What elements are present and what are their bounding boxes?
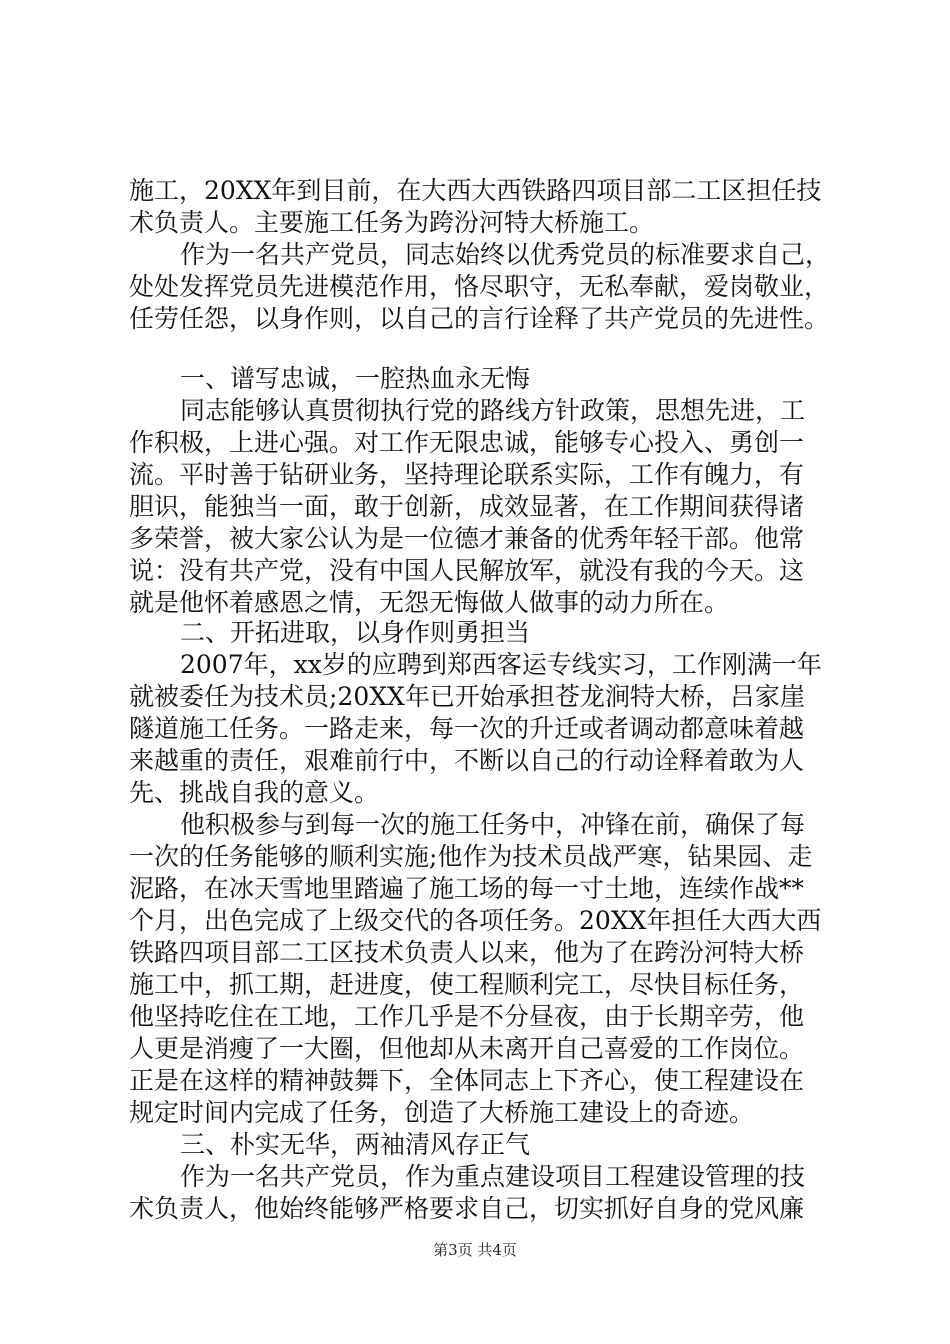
text-line: 来越重的责任，艰难前行中，不断以自己的行动诠释着敢为人 (129, 746, 805, 775)
text-line: 作为一名共产党员，作为重点建设项目工程建设管理的技 (180, 1162, 806, 1191)
text-line: 一次的任务能够的顺利实施;他作为技术员战严寒，钻果园、走 (129, 842, 813, 871)
text-line: 同志能够认真贯彻执行党的路线方针政策，思想先进，工 (180, 396, 806, 425)
section-heading: 三、朴实无华，两袖清风存正气 (180, 1130, 531, 1159)
text-line: 说：没有共产党，没有中国人民解放军，就没有我的今天。这 (129, 556, 805, 585)
text-line: 多荣誉，被大家公认为是一位德才兼备的优秀年轻干部。他常 (129, 524, 805, 553)
section-heading: 一、谱写忠诚，一腔热血永无悔 (180, 364, 531, 393)
text-line: 泥路，在冰天雪地里踏遍了施工场的每一寸土地，连续作战** (129, 874, 805, 903)
text-line: 规定时间内完成了任务，创造了大桥施工建设上的奇迹。 (129, 1098, 755, 1127)
text-line: 他坚持吃住在工地，工作几乎是不分昼夜，由于长期辛劳，他 (129, 1002, 805, 1031)
text-line: 作为一名共产党员，同志始终以优秀党员的标准要求自己， (180, 240, 831, 269)
page-number-footer: 第3页 共4页 (433, 1241, 517, 1259)
text-line: 个月，出色完成了上级交代的各项任务。20XX年担任大西大西 (129, 906, 822, 935)
text-line: 正是在这样的精神鼓舞下，全体同志上下齐心，使工程建设在 (129, 1066, 805, 1095)
text-line: 就被委任为技术员;20XX年已开始承担苍龙涧特大桥，吕家崖 (129, 682, 805, 711)
text-line: 就是他怀着感恩之情，无怨无悔做人做事的动力所在。 (129, 588, 730, 617)
text-line: 术负责人，他始终能够严格要求自己，切实抓好自身的党风廉 (129, 1194, 805, 1223)
text-line: 铁路四项目部二工区技术负责人以来，他为了在跨汾河特大桥 (129, 938, 805, 967)
text-line: 任劳任怨，以身作则，以自己的言行诠释了共产党员的先进性。 (129, 304, 830, 333)
text-line: 胆识，能独当一面，敢于创新，成效显著，在工作期间获得诸 (129, 492, 805, 521)
text-line: 流。平时善于钻研业务，坚持理论联系实际，工作有魄力，有 (129, 460, 805, 489)
text-line: 先、挑战自我的意义。 (129, 778, 380, 807)
text-line: 术负责人。主要施工任务为跨汾河特大桥施工。 (129, 208, 655, 237)
text-line: 2007年，xx岁的应聘到郑西客运专线实习，工作刚满一年 (180, 650, 822, 679)
text-line: 他积极参与到每一次的施工任务中，冲锋在前，确保了每 (180, 810, 806, 839)
text-line: 隧道施工任务。一路走来，每一次的升迁或者调动都意味着越 (129, 714, 805, 743)
text-line: 作积极，上进心强。对工作无限忠诚，能够专心投入、勇创一 (129, 428, 805, 457)
text-line: 施工中，抓工期，赶进度，使工程顺利完工，尽快目标任务， (129, 970, 805, 999)
text-line: 人更是消瘦了一大圈，但他却从未离开自己喜爱的工作岗位。 (129, 1034, 805, 1063)
section-heading: 二、开拓进取，以身作则勇担当 (180, 618, 531, 647)
text-line: 施工，20XX年到目前，在大西大西铁路四项目部二工区担任技 (129, 176, 822, 205)
text-line: 处处发挥党员先进模范作用，恪尽职守，无私奉献，爱岗敬业， (129, 272, 830, 301)
